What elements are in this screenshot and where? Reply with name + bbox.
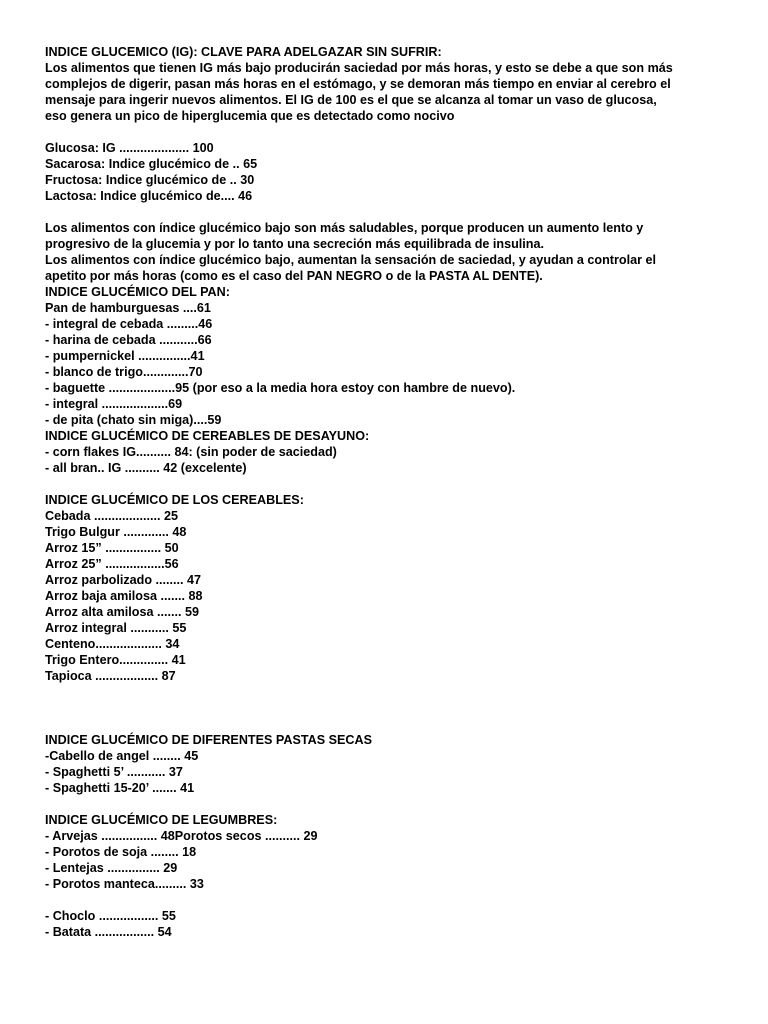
text-line: - Porotos manteca......... 33 xyxy=(45,877,204,891)
text-line: Lactosa: Indice glucémico de.... 46 xyxy=(45,189,253,203)
text-line: - integral ...................69 xyxy=(45,397,183,411)
text-line: Arroz parbolizado ........ 47 xyxy=(45,573,202,587)
text-line: Centeno................... 34 xyxy=(45,637,180,651)
text-line: INDICE GLUCÉMICO DE LEGUMBRES: xyxy=(45,813,278,827)
text-block xyxy=(45,140,760,204)
text-line: - pumpernickel ...............41 xyxy=(45,349,205,363)
text-block xyxy=(45,492,760,684)
text-line: - blanco de trigo.............70 xyxy=(45,365,203,379)
text-line: Glucosa: IG .................... 100 xyxy=(45,141,214,155)
text-line: - baguette ...................95 (por eso a la media hora estoy con hambre de nuevo). xyxy=(45,381,516,395)
text-line: Los alimentos que tienen IG más bajo producirán saciedad por más horas, y esto se debe a que son más xyxy=(45,61,673,75)
text-line: eso genera un pico de hiperglucemia que es detectado como nocivo xyxy=(45,109,455,123)
text-line: Arroz 25” .................56 xyxy=(45,557,179,571)
blank-line xyxy=(45,892,760,908)
text-line: - Spaghetti 15-20’ ....... 41 xyxy=(45,781,195,795)
text-line: - harina de cebada ...........66 xyxy=(45,333,212,347)
blank-line xyxy=(45,204,760,220)
text-block xyxy=(45,812,760,892)
text-block xyxy=(45,220,760,476)
text-line: Los alimentos con índice glucémico bajo, aumentan la sensación de saciedad, y ayudan a controlar el xyxy=(45,253,656,267)
text-line: complejos de digerir, pasan más horas en el estómago, y se demoran más tiempo en enviar al cerebro el xyxy=(45,77,671,91)
text-line xyxy=(45,700,760,716)
text-line: Arroz integral ........... 55 xyxy=(45,621,187,635)
blank-line xyxy=(45,124,760,140)
text-line: Tapioca .................. 87 xyxy=(45,669,176,683)
text-line: mensaje para ingerir nuevos alimentos. El IG de 100 es el que se alcanza al tomar un vaso de glucosa, xyxy=(45,93,657,107)
text-line: Fructosa: Indice glucémico de .. 30 xyxy=(45,173,255,187)
text-block xyxy=(45,732,760,796)
text-line: progresivo de la glucemia y por lo tanto una secreción más equilibrada de insulina. xyxy=(45,237,544,251)
text-line: Arroz baja amilosa ....... 88 xyxy=(45,589,203,603)
text-line: Trigo Bulgur ............. 48 xyxy=(45,525,187,539)
text-line: apetito por más horas (como es el caso del PAN NEGRO o de la PASTA AL DENTE). xyxy=(45,269,543,283)
blank-line xyxy=(45,476,760,492)
text-line: Arroz alta amilosa ....... 59 xyxy=(45,605,199,619)
text-line: Los alimentos con índice glucémico bajo son más saludables, porque producen un aumento lento y xyxy=(45,221,644,235)
text-line: - de pita (chato sin miga)....59 xyxy=(45,413,222,427)
text-line: INDICE GLUCÉMICO DE DIFERENTES PASTAS SECAS xyxy=(45,733,372,747)
blank-line xyxy=(45,716,760,732)
text-line: - all bran.. IG .......... 42 (excelente) xyxy=(45,461,247,475)
blank-line xyxy=(45,684,760,700)
text-line: - Choclo ................. 55 xyxy=(45,909,176,923)
text-line: Sacarosa: Indice glucémico de .. 65 xyxy=(45,157,258,171)
text-block xyxy=(45,700,760,716)
text-line: - Porotos de soja ........ 18 xyxy=(45,845,197,859)
text-line: - Batata ................. 54 xyxy=(45,925,172,939)
text-line: INDICE GLUCÉMICO DE LOS CEREABLES: xyxy=(45,493,304,507)
text-line: - Lentejas ............... 29 xyxy=(45,861,178,875)
document-page xyxy=(45,44,760,940)
text-line: Trigo Entero.............. 41 xyxy=(45,653,186,667)
text-block xyxy=(45,908,760,940)
text-line: -Cabello de angel ........ 45 xyxy=(45,749,199,763)
text-line: INDICE GLUCÉMICO DEL PAN: xyxy=(45,285,230,299)
text-line: INDICE GLUCÉMICO DE CEREABLES DE DESAYUNO: xyxy=(45,429,370,443)
text-line: Pan de hamburguesas ....61 xyxy=(45,301,211,315)
text-line: - Spaghetti 5’ ........... 37 xyxy=(45,765,183,779)
text-line: INDICE GLUCEMICO (IG): CLAVE PARA ADELGAZAR SIN SUFRIR: xyxy=(45,45,442,59)
text-line: Cebada ................... 25 xyxy=(45,509,178,523)
text-line: - Arvejas ................ 48Porotos secos .......... 29 xyxy=(45,829,318,843)
text-line: Arroz 15” ................ 50 xyxy=(45,541,179,555)
text-line: - integral de cebada .........46 xyxy=(45,317,213,331)
text-line: - corn flakes IG.......... 84: (sin poder de saciedad) xyxy=(45,445,337,459)
blank-line xyxy=(45,796,760,812)
text-block xyxy=(45,44,760,124)
